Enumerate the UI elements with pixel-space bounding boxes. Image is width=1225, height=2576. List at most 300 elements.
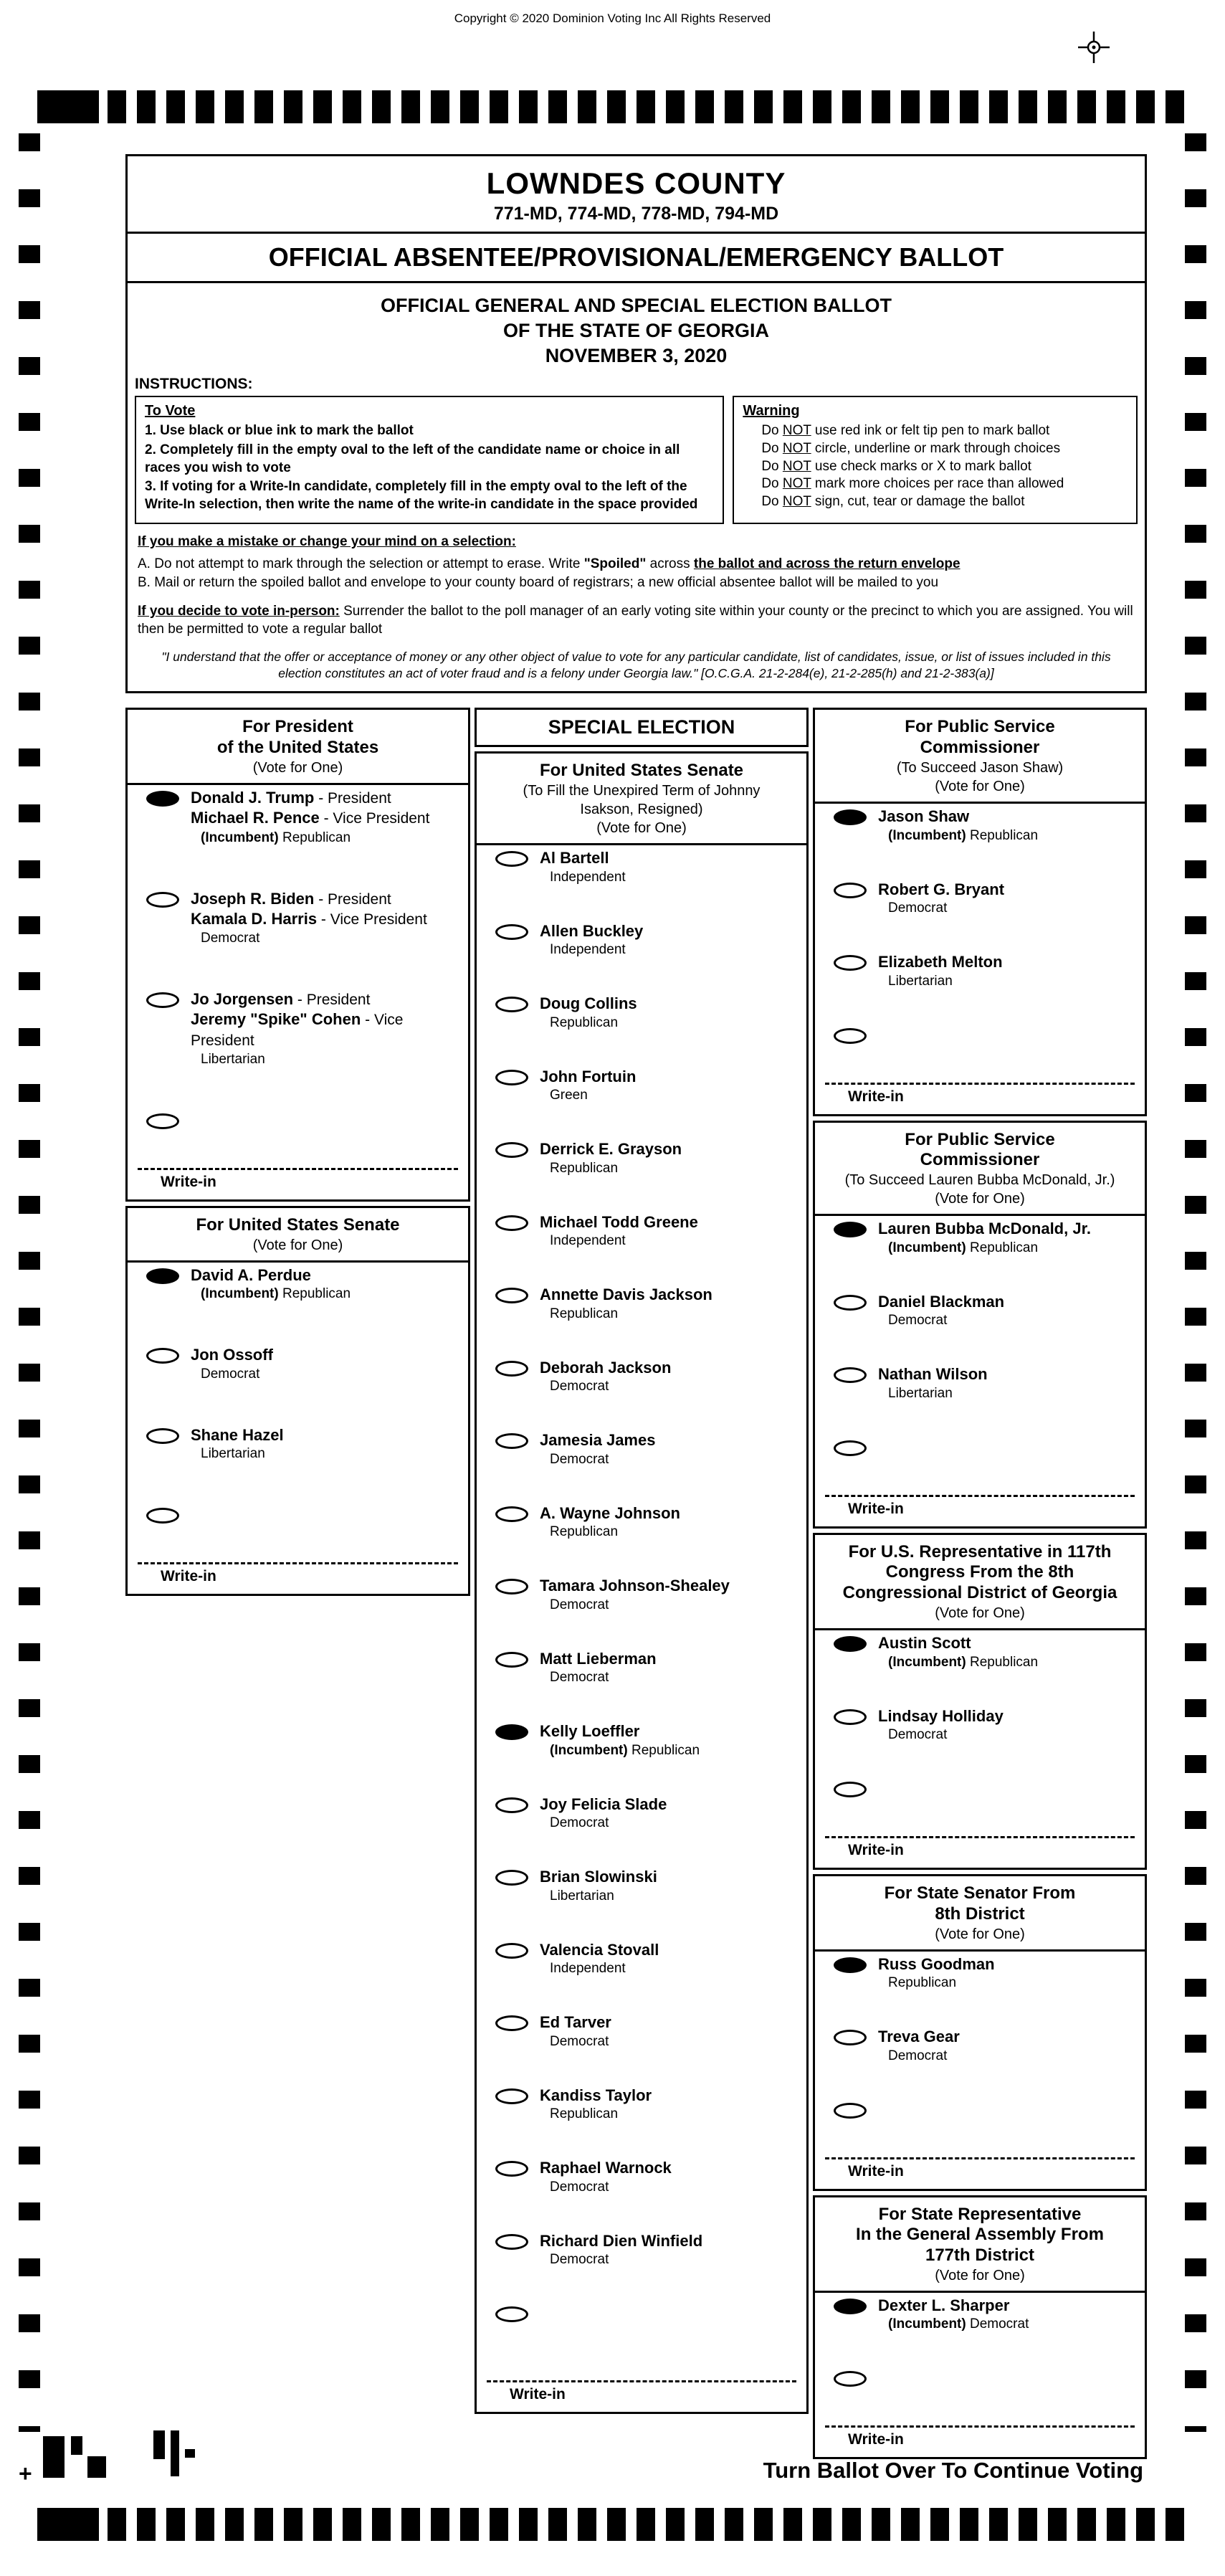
ballot-oval[interactable] [495, 2088, 528, 2104]
write-in-oval[interactable] [834, 1440, 867, 1456]
calibration-mark [171, 2430, 179, 2476]
ballot-oval-filled[interactable] [834, 1636, 867, 1652]
candidate-party: (Incumbent) Democrat [888, 2316, 1029, 2332]
incumbent-label: (Incumbent) [888, 1654, 966, 1670]
candidate-row [477, 1282, 806, 1322]
candidate-name-text: Kandiss Taylor [540, 2086, 652, 2104]
candidate-name [191, 1265, 351, 1285]
election-title-line2: OF THE STATE OF GEORGIA [503, 320, 769, 342]
candidate-name-text: John Fortuin [540, 1067, 637, 1085]
candidate-party: Democrat [550, 1451, 609, 1467]
ballot-oval[interactable] [495, 1652, 528, 1668]
candidate-name-text: Kelly Loeffler [540, 1722, 640, 1741]
contest-vote-for: (Vote for One) [935, 779, 1025, 795]
contest-title-line: For State Senator From [884, 1883, 1076, 1903]
write-in-area [815, 1812, 1145, 1868]
election-title [128, 283, 1145, 374]
contest-vote-for: (Vote for One) [252, 1237, 343, 1253]
write-in-area [128, 1144, 468, 1199]
candidate-name-text: Ed Tarver [540, 2013, 611, 2032]
not-emphasis: NOT [782, 423, 811, 439]
write-in-oval-row [815, 1776, 1145, 1797]
contest-vote-for: (Vote for One) [935, 1191, 1025, 1207]
contest-subtitle-line: (To Succeed Lauren Bubba McDonald, Jr.) [844, 1172, 1115, 1189]
ballot-oval[interactable] [146, 1348, 179, 1364]
candidate-info [878, 880, 1004, 917]
candidate-name-text: Donald J. Trump [191, 789, 315, 807]
contest-title-line: For Public Service [905, 717, 1055, 737]
ballot-oval[interactable] [495, 1215, 528, 1231]
candidate-party: Democrat [550, 2179, 609, 2195]
ballot-oval[interactable] [495, 1506, 528, 1522]
write-in-oval-row [128, 1108, 468, 1129]
candidate-name [878, 1219, 1091, 1239]
incumbent-label: (Incumbent) [550, 1742, 628, 1758]
ballot-oval[interactable] [834, 955, 867, 971]
candidate-name-text: Deborah Jackson [540, 1358, 672, 1377]
column-center-special-election [475, 708, 809, 2414]
ballot-oval-filled[interactable] [495, 1724, 528, 1740]
candidate-row [477, 1136, 806, 1177]
contest-us-senate [125, 1206, 470, 1596]
write-in-oval-row [815, 1022, 1145, 1044]
candidate-row [815, 1289, 1145, 1329]
candidate-info [191, 1345, 273, 1382]
mistake-item-a-text: A. Do not attempt to mark through the selection or attempt to erase. Write [138, 556, 584, 572]
contest-title-line: In the General Assembly From [856, 2225, 1104, 2245]
candidate-name [878, 1954, 995, 1974]
not-emphasis: NOT [782, 458, 811, 474]
contest-psc-shaw [813, 708, 1147, 1116]
candidate-row [128, 1422, 468, 1463]
ballot-oval[interactable] [495, 2234, 528, 2250]
in-person-body: Surrender the ballot to the poll manager of an early voting site within your county or the precinct to which you are assigned. You will then be permitted to vote a regular ballot [138, 603, 1133, 637]
candidate-info [540, 994, 637, 1031]
write-in-area [815, 2401, 1145, 2457]
contest-us-rep-8th [813, 1533, 1147, 1870]
instructions-row [128, 396, 1145, 523]
candidate-info [878, 1292, 1004, 1329]
candidate-name [540, 1358, 671, 1378]
district-codes: 771-MD, 774-MD, 778-MD, 794-MD [493, 204, 779, 224]
contest-title-line: 8th District [935, 1904, 1025, 1924]
contest-psc-mcdonald [813, 1121, 1147, 1529]
ballot-body [125, 154, 1147, 2448]
write-in-line[interactable] [487, 2380, 796, 2382]
column-left [125, 708, 470, 2414]
candidate-row [477, 1719, 806, 1759]
registration-crosshair-icon [1077, 30, 1111, 65]
warning-item: Do NOT use red ink or felt tip pen to mark ballot [761, 423, 1050, 439]
not-emphasis: NOT [782, 440, 811, 456]
candidate-name-text: Daniel Blackman [878, 1292, 1005, 1311]
ballot-oval[interactable] [834, 2030, 867, 2045]
timing-marks-bottom [108, 2508, 1188, 2541]
candidate-name-text: Dexter L. Sharper [878, 2296, 1010, 2314]
county-section [128, 156, 1145, 234]
candidate-name [540, 2086, 652, 2106]
timing-marks-left [19, 133, 40, 2432]
write-in-oval[interactable] [834, 1782, 867, 1797]
ballot-oval[interactable] [495, 1288, 528, 1303]
write-in-oval-row [477, 2301, 806, 2322]
ballot-oval[interactable] [495, 851, 528, 867]
candidate-name-text: Joy Felicia Slade [540, 1795, 667, 1813]
candidate-party: (Incumbent) Republican [201, 830, 351, 845]
write-in-oval[interactable] [834, 2103, 867, 2119]
warning-title: Warning [743, 403, 800, 419]
candidate-row [477, 1064, 806, 1104]
candidate-name [878, 807, 1038, 827]
candidate-name-text: Derrick E. Grayson [540, 1140, 682, 1159]
candidate-info [191, 889, 427, 947]
column-right [813, 708, 1147, 2448]
timing-marks-right [1185, 133, 1206, 2432]
candidate-name-text: Allen Buckley [540, 921, 644, 940]
candidate-party: Republican [550, 1306, 619, 1321]
candidate-role: - Vice President [191, 1012, 404, 1049]
contest-us-senate-special [475, 751, 809, 2414]
candidate-row [815, 1703, 1145, 1744]
write-in-area [815, 2133, 1145, 2189]
candidate-name-text: Kamala D. Harris [191, 909, 318, 928]
candidate-name [540, 2012, 611, 2033]
write-in-oval[interactable] [834, 1028, 867, 1044]
ballot-oval[interactable] [146, 1428, 179, 1444]
contest-state-rep-177th [813, 2195, 1147, 2460]
contest-vote-for: (Vote for One) [596, 820, 687, 837]
candidate-name-text: Valencia Stovall [540, 1940, 659, 1959]
contest-header [815, 1535, 1145, 1630]
incumbent-label: (Incumbent) [888, 2316, 966, 2332]
ballot-oval[interactable] [495, 924, 528, 940]
mistake-item-b: B. Mail or return the spoiled ballot and envelope to your county board of registrars; a new official absentee ballot will be mailed to you [138, 575, 939, 590]
calibration-mark [185, 2449, 195, 2458]
ballot-oval-filled[interactable] [834, 1957, 867, 1973]
write-in-line[interactable] [825, 1836, 1135, 1838]
mistake-item-a [138, 555, 1135, 574]
candidate-info [878, 1364, 988, 1402]
contest-title-line: of the United States [216, 738, 379, 758]
candidate-name [191, 909, 427, 929]
candidate-row [128, 785, 468, 846]
write-in-area [815, 1470, 1145, 1526]
candidate-name [540, 1795, 667, 1815]
candidate-name [540, 2158, 672, 2178]
candidate-info [878, 2296, 1029, 2333]
contest-header [477, 754, 806, 845]
candidate-party: Libertarian [888, 973, 953, 989]
candidate-party: Republican [888, 1975, 957, 1991]
candidate-info [540, 1212, 698, 1250]
write-in-label: Write-in [848, 1088, 904, 1105]
write-in-line[interactable] [825, 1083, 1135, 1085]
mistake-item-a-emphasis: the ballot and across the return envelope [693, 556, 961, 572]
candidate-name-text: Elizabeth Melton [878, 953, 1003, 971]
warning-item: Do NOT circle, underline or mark through choices [761, 440, 1061, 456]
contest-vote-for: (Vote for One) [935, 1605, 1025, 1621]
candidate-name-text: Austin Scott [878, 1634, 971, 1652]
candidate-row [477, 1937, 806, 1977]
spoiled-word: "Spoiled" [583, 556, 647, 572]
candidate-name-text: Nathan Wilson [878, 1365, 988, 1384]
contest-title-line: For President [242, 717, 353, 737]
ballot-oval-filled[interactable] [146, 1268, 179, 1284]
candidate-party: Democrat [550, 2252, 609, 2268]
write-in-label: Write-in [161, 1173, 216, 1190]
candidate-name-text: Robert G. Bryant [878, 880, 1005, 898]
candidate-name-text: Joseph R. Biden [191, 889, 315, 908]
write-in-label: Write-in [161, 1568, 216, 1585]
candidate-name [540, 1212, 698, 1232]
ballot-oval[interactable] [146, 992, 179, 1008]
fraud-notice: "I understand that the offer or acceptance of money or any other object of value to vote for any particular candidate, list of candidates, issue, or list of issues included in this election constitutes an act of voter fraud and is a felony under Georgia law." [O.C.G.A. 21-2-284(e), 21-2-285(h) and 21-2-383(a)] [161, 649, 1111, 680]
copyright-line: Copyright © 2020 Dominion Voting Inc All Rights Reserved [454, 11, 771, 25]
ballot-oval[interactable] [495, 2015, 528, 2031]
ballot-oval[interactable] [495, 1797, 528, 1813]
write-in-area [477, 2356, 806, 2412]
candidate-info [540, 1795, 667, 1832]
contest-subtitle-line: (To Fill the Unexpired Term of Johnny [523, 783, 761, 799]
candidate-name [191, 1425, 284, 1445]
candidate-info [540, 1139, 682, 1177]
contest-header [815, 1876, 1145, 1952]
write-in-oval-row [815, 2097, 1145, 2119]
timing-mark-top-lead [37, 90, 99, 123]
candidate-info [878, 2027, 960, 2064]
candidate-info [878, 952, 1003, 989]
write-in-oval[interactable] [834, 2371, 867, 2387]
timing-mark-bottom-lead [37, 2508, 99, 2541]
candidate-info [540, 1649, 657, 1686]
ballot-oval[interactable] [834, 1295, 867, 1311]
election-date: NOVEMBER 3, 2020 [545, 345, 728, 367]
ballot-oval[interactable] [495, 1142, 528, 1158]
contest-subtitle-line: (To Succeed Jason Shaw) [896, 760, 1064, 776]
write-in-line[interactable] [825, 1495, 1135, 1497]
candidate-row [815, 1630, 1145, 1670]
incumbent-label: (Incumbent) [888, 1240, 966, 1255]
ballot-oval[interactable] [834, 883, 867, 898]
candidate-row [477, 1427, 806, 1468]
candidate-info [540, 1430, 655, 1468]
warning-items [743, 422, 1128, 510]
candidate-party: Libertarian [888, 1385, 953, 1401]
candidate-info [191, 989, 462, 1068]
ballot-oval[interactable] [495, 1579, 528, 1594]
county-title: LOWNDES COUNTY [486, 166, 786, 200]
candidate-role: - President [293, 992, 371, 1009]
candidate-party: Green [550, 1088, 588, 1103]
to-vote-item: 1. Use black or blue ink to mark the ballot [145, 423, 414, 439]
candidate-row [477, 2155, 806, 2195]
ballot-oval-filled[interactable] [146, 791, 179, 807]
candidate-info [878, 1954, 995, 1992]
write-in-line[interactable] [825, 2157, 1135, 2159]
candidate-name [878, 1633, 1038, 1653]
candidate-info [878, 1219, 1091, 1256]
mistake-item-a-mid: across [646, 556, 694, 572]
candidate-name-text: Doug Collins [540, 994, 637, 1013]
write-in-label: Write-in [848, 2431, 904, 2448]
candidate-row [815, 1361, 1145, 1402]
candidate-role: - President [314, 890, 391, 908]
write-in-oval[interactable] [146, 1508, 179, 1524]
candidate-row [128, 1342, 468, 1382]
contest-title-line: Congress From the 8th [885, 1562, 1074, 1582]
candidate-name [878, 1292, 1004, 1312]
candidate-row [477, 1355, 806, 1395]
candidate-party: Republican [550, 1160, 619, 1176]
to-vote-items [145, 422, 714, 513]
write-in-label: Write-in [510, 2386, 566, 2403]
candidate-name [540, 1576, 730, 1596]
candidate-name-text: Jeremy "Spike" Cohen [191, 1010, 361, 1029]
ballot-oval[interactable] [495, 1870, 528, 1886]
candidate-row [815, 804, 1145, 844]
warning-item: Do NOT use check marks or X to mark ballot [761, 458, 1031, 474]
candidate-name [540, 848, 626, 868]
candidate-party: (Incumbent) Republican [550, 1742, 700, 1758]
candidate-party: Democrat [550, 1815, 609, 1831]
warning-item: Do NOT mark more choices per race than allowed [761, 476, 1064, 492]
candidate-party: Independent [550, 1961, 626, 1977]
candidate-name-text: Tamara Johnson-Shealey [540, 1577, 730, 1595]
candidate-row [815, 877, 1145, 917]
contest-header [815, 1123, 1145, 1217]
candidate-info [540, 2086, 652, 2123]
write-in-oval[interactable] [495, 2306, 528, 2322]
ballot-oval[interactable] [146, 892, 179, 908]
candidate-party: (Incumbent) Republican [888, 827, 1039, 843]
candidate-party: Republican [550, 1524, 619, 1540]
instructions-label: INSTRUCTIONS: [135, 376, 253, 393]
candidate-party: Independent [550, 942, 626, 958]
candidate-name [540, 921, 643, 941]
ballot-oval[interactable] [495, 1070, 528, 1085]
calibration-mark [153, 2430, 165, 2459]
ballot-oval-filled[interactable] [834, 809, 867, 825]
write-in-line[interactable] [138, 1562, 458, 1564]
candidate-name [191, 1345, 273, 1365]
candidate-name-text: Treva Gear [878, 2028, 960, 2046]
candidate-party: (Incumbent) Republican [888, 1654, 1039, 1670]
candidate-party: Democrat [888, 900, 948, 916]
candidate-party: Democrat [888, 1313, 948, 1329]
contest-columns [125, 708, 1147, 2448]
candidate-info [878, 1706, 1004, 1744]
candidate-name-text: Jo Jorgensen [191, 990, 294, 1009]
contest-title-line: Commissioner [920, 738, 1040, 758]
calibration-mark [87, 2456, 106, 2478]
candidate-row [477, 918, 806, 959]
ballot-oval[interactable] [495, 1943, 528, 1959]
ballot-oval[interactable] [834, 1367, 867, 1383]
candidate-party: Democrat [550, 1670, 609, 1686]
contest-title-line: For Public Service [905, 1129, 1055, 1149]
candidate-row [477, 1501, 806, 1541]
candidate-party: Democrat [550, 2033, 609, 2049]
candidate-info [878, 1633, 1038, 1670]
alignment-plus-mark: + [19, 2461, 32, 2486]
ballot-oval-filled[interactable] [834, 1222, 867, 1237]
contest-title-line: For United States Senate [196, 1215, 400, 1235]
candidate-name [191, 808, 429, 828]
write-in-label: Write-in [848, 2162, 904, 2180]
candidate-name [878, 880, 1004, 900]
candidate-info [540, 848, 626, 885]
candidate-party: Republican [550, 2106, 619, 2122]
contest-subtitle-line: Isakson, Resigned) [580, 802, 703, 818]
write-in-line[interactable] [138, 1168, 458, 1170]
candidate-row [477, 1209, 806, 1250]
timing-marks-top [108, 90, 1188, 123]
mistake-title: If you make a mistake or change your mind on a selection: [138, 533, 516, 549]
candidate-party: Democrat [201, 931, 260, 946]
candidate-row [477, 1573, 806, 1613]
ballot-oval[interactable] [495, 2161, 528, 2177]
ballot-oval[interactable] [495, 1433, 528, 1449]
candidate-info [540, 1867, 657, 1904]
candidate-name-text: Al Bartell [540, 849, 609, 868]
mistake-section [128, 524, 1145, 592]
candidate-name-text: Shane Hazel [191, 1425, 284, 1444]
candidate-name-text: David A. Perdue [191, 1265, 311, 1284]
candidate-name [878, 952, 1003, 972]
write-in-oval[interactable] [146, 1113, 179, 1129]
contest-title-line: For United States Senate [539, 761, 744, 781]
to-vote-item: 2. Completely fill in the empty oval to the left of the candidate name or choice in all races you wish to vote [145, 442, 680, 475]
candidate-party: Democrat [888, 2048, 948, 2063]
special-election-banner: SPECIAL ELECTION [475, 708, 809, 747]
ballot-header-box [125, 154, 1147, 693]
contest-vote-for: (Vote for One) [252, 760, 343, 776]
ballot-type-title: OFFICIAL ABSENTEE/PROVISIONAL/EMERGENCY BALLOT [128, 234, 1145, 283]
candidate-name-text: A. Wayne Johnson [540, 1503, 680, 1522]
candidate-row [477, 1646, 806, 1686]
contest-president [125, 708, 470, 1201]
candidate-info [540, 921, 643, 959]
ballot-oval[interactable] [495, 997, 528, 1012]
contest-vote-for: (Vote for One) [935, 1926, 1025, 1942]
contest-header [815, 710, 1145, 804]
write-in-label: Write-in [848, 1500, 904, 1517]
candidate-name-text: Jamesia James [540, 1431, 656, 1450]
candidate-name-text: Richard Dien Winfield [540, 2231, 703, 2250]
candidate-row [815, 2293, 1145, 2333]
write-in-oval-row [128, 1502, 468, 1524]
candidate-role: - Vice President [317, 911, 427, 928]
ballot-oval[interactable] [495, 1361, 528, 1377]
candidate-name [191, 989, 462, 1009]
candidate-row [477, 2083, 806, 2123]
write-in-line[interactable] [825, 2425, 1135, 2428]
warning-box [733, 396, 1138, 523]
candidate-name [878, 2027, 960, 2047]
candidate-party: Independent [550, 1233, 626, 1249]
candidate-info [540, 1358, 671, 1395]
contest-title-line: Congressional District of Georgia [842, 1583, 1117, 1603]
candidate-name-text: Lindsay Holliday [878, 1706, 1004, 1725]
candidate-party: Republican [550, 1014, 619, 1030]
candidate-info [540, 1576, 730, 1613]
candidate-name [540, 1430, 655, 1450]
ballot-oval[interactable] [834, 1709, 867, 1725]
candidate-name [540, 1067, 636, 1087]
candidate-party: Independent [550, 869, 626, 885]
ballot-oval-filled[interactable] [834, 2299, 867, 2314]
turn-ballot-over-note: Turn Ballot Over To Continue Voting [763, 2458, 1143, 2483]
